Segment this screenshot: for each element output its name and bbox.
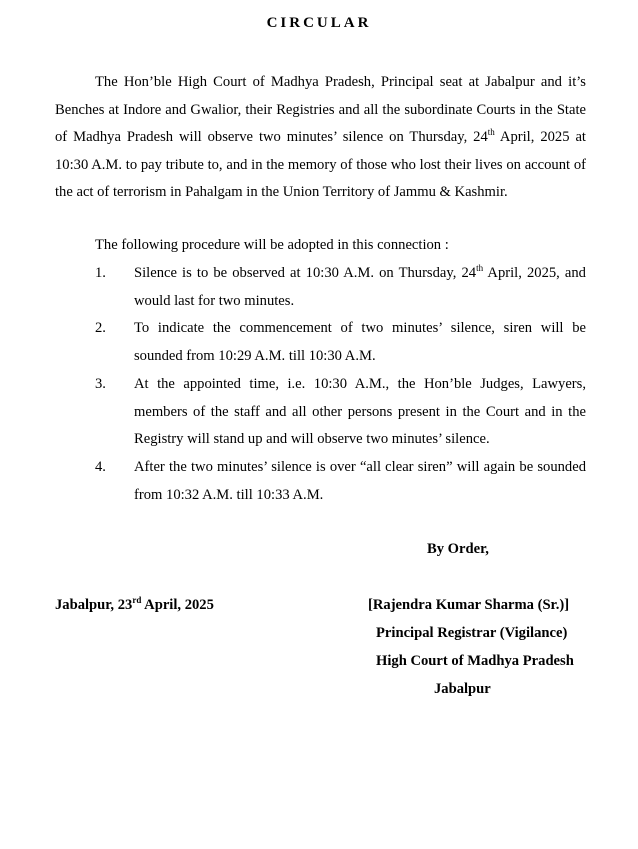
procedure-item-2 xyxy=(95,315,586,370)
by-order: By Order, xyxy=(427,541,489,557)
item-superscript: th xyxy=(476,263,484,274)
signatory-name: [Rajendra Kumar Sharma (Sr.)] xyxy=(368,597,570,613)
item-number: 1. xyxy=(95,265,106,281)
signatory-city: Jabalpur xyxy=(434,681,491,697)
item-text: At the appointed time, i.e. 10:30 A.M., the Hon’ble Judges, Lawyers, members of the staff and all other persons present in the Court and in the Registry will stand up and will observe two minutes’ silence. xyxy=(134,376,586,448)
item-text: To indicate the commencement of two minutes’ silence, siren will be sounded from 10:29 A.M. till 10:30 A.M. xyxy=(134,320,586,364)
procedure-item-1 xyxy=(95,260,586,315)
paragraph-superscript: th xyxy=(487,127,495,138)
place-date-text: Jabalpur, 23 xyxy=(55,597,133,613)
signatory-court: High Court of Madhya Pradesh xyxy=(376,653,574,669)
place-date-superscript: rd xyxy=(132,595,142,606)
paragraph-text-rest: April, 2025 at 10:30 A.M. to pay tribute to, and in the memory of those who lost their lives on account of the act of terrorism in Pahalgam in the Union Territory of Jammu & Kashmir. xyxy=(55,129,586,201)
document-title: CIRCULAR xyxy=(266,15,372,31)
signatory-designation: Principal Registrar (Vigilance) xyxy=(376,625,568,641)
item-text-part: Silence is to be observed at 10:30 A.M. on Thursday, 24 xyxy=(134,265,477,281)
procedure-lead: The following procedure will be adopted in this connection : xyxy=(95,237,449,253)
procedure-item-4 xyxy=(95,454,586,509)
main-paragraph xyxy=(55,69,586,207)
procedure-item-3 xyxy=(95,371,586,454)
place-date xyxy=(55,597,214,614)
item-text xyxy=(134,260,586,315)
item-text-part: April, 2025, and would last for two minutes. xyxy=(134,265,586,309)
item-number: 3. xyxy=(95,376,106,392)
item-number: 2. xyxy=(95,320,106,336)
paragraph-text: The Hon’ble High Court of Madhya Pradesh, Principal seat at Jabalpur and it’s Benches at Indore and Gwalior, their Registries and all the subordinate Courts in the State of Madhya Pradesh will observe two minutes’ silence on Thursday, 24 xyxy=(55,74,586,146)
place-date-text: April, 2025 xyxy=(141,597,214,613)
item-text: After the two minutes’ silence is over “all clear siren” will again be sounded from 10:32 A.M. till 10:33 A.M. xyxy=(134,459,586,503)
item-number: 4. xyxy=(95,459,106,475)
